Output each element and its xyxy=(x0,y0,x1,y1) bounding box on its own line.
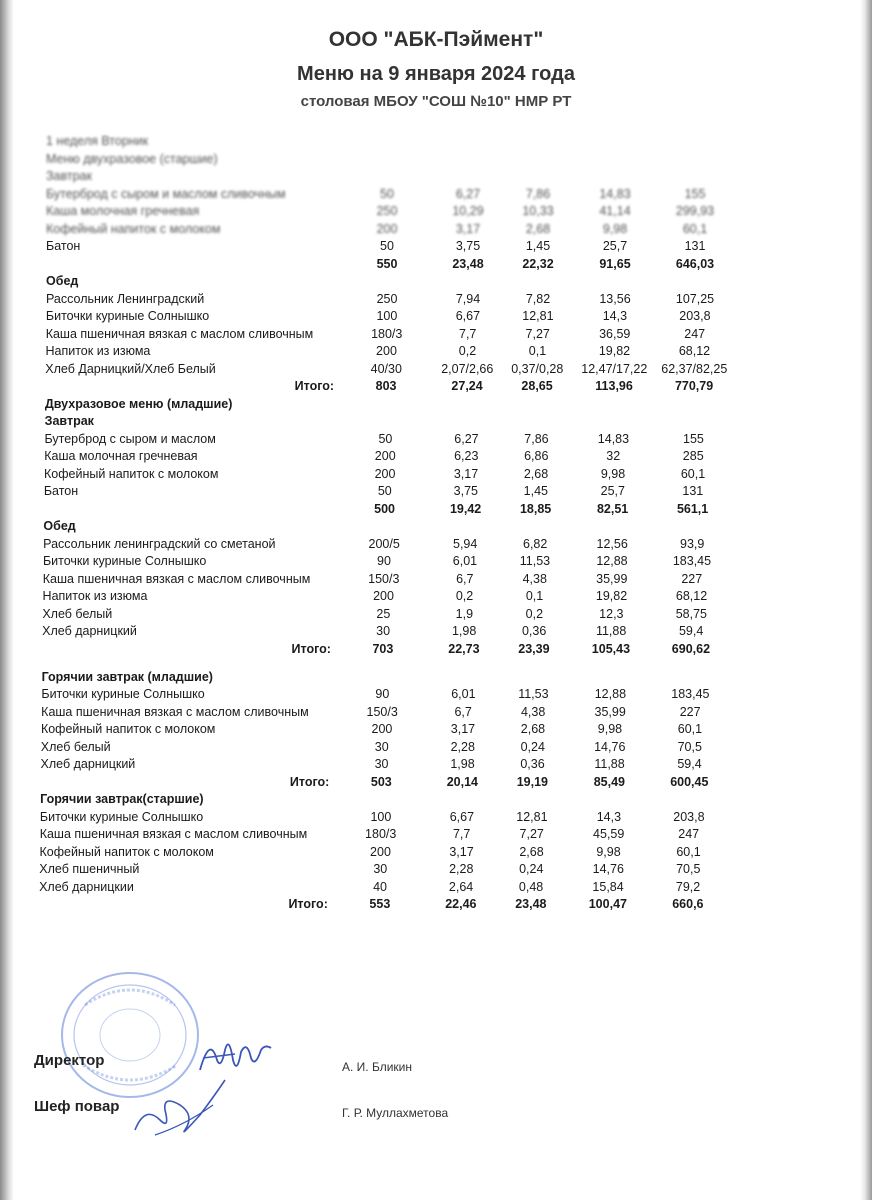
cell-weight: 500 xyxy=(374,501,396,516)
breakfast-label: Завтрак xyxy=(44,414,94,428)
total-label: Итого: xyxy=(294,379,335,393)
cell-f: 2,68 xyxy=(523,466,549,481)
cell-weight: 250 xyxy=(376,291,398,306)
cell-f: 11,53 xyxy=(518,687,549,701)
dish-name: Кофейный напиток с молоком xyxy=(46,221,221,236)
table-row xyxy=(0,447,872,465)
table-row xyxy=(0,720,872,738)
cell-weight: 200 xyxy=(371,722,393,736)
total-label: Итого: xyxy=(288,897,328,911)
table-row xyxy=(0,738,872,756)
cell-kcal: 59,4 xyxy=(678,624,704,638)
cell-weight: 90 xyxy=(375,687,390,701)
dish-name: Хлеб белый xyxy=(42,606,113,621)
dish-name: Каша молочная гречневая xyxy=(44,449,198,463)
cell-kcal: 60,1 xyxy=(682,221,708,236)
dish-name: Бутерброд с сыром и маслом сливочным xyxy=(46,186,286,201)
cell-p: 6,01 xyxy=(452,554,478,568)
cell-kcal: 227 xyxy=(681,571,703,586)
cell-p: 10,29 xyxy=(452,204,484,218)
cell-p: 1,9 xyxy=(455,606,474,621)
cell-kcal: 59,4 xyxy=(677,757,702,771)
cell-p: 6,67 xyxy=(449,809,475,824)
cell-weight: 180/3 xyxy=(371,326,403,341)
cell-weight: 100 xyxy=(370,809,392,824)
menu-line: Меню двухразовое (старшие) xyxy=(46,151,218,166)
chef-name: Г. Р. Муллахметова xyxy=(342,1106,449,1120)
cell-kcal: 227 xyxy=(679,704,701,719)
cell-kcal: 68,12 xyxy=(675,589,708,603)
cell-c: 32 xyxy=(606,449,621,463)
cell-c: 36,59 xyxy=(599,326,631,341)
cell-f: 6,86 xyxy=(524,449,549,463)
cell-weight: 200 xyxy=(374,466,396,481)
cell-c: 14,3 xyxy=(602,309,628,323)
cell-kcal: 58,75 xyxy=(675,606,707,621)
dish-name: Каша пшеничная вязкая с маслом сливочным xyxy=(45,326,314,341)
cell-p: 6,7 xyxy=(456,571,474,586)
dish-name: Кофейный напиток с молоком xyxy=(39,844,214,859)
dish-name: Напиток из изюма xyxy=(45,344,151,358)
table-row xyxy=(0,570,872,588)
director-name: А. И. Бликин xyxy=(342,1060,412,1074)
cell-p: 3,17 xyxy=(455,221,481,236)
dish-name: Каша пшеничная вязкая с маслом сливочным xyxy=(42,571,311,586)
cell-f: 2,68 xyxy=(519,844,544,859)
cell-weight: 550 xyxy=(376,256,398,271)
cell-c: 41,14 xyxy=(599,204,631,218)
cell-f: 0,48 xyxy=(518,879,544,894)
cell-weight: 200/5 xyxy=(368,536,400,551)
cell-c: 12,47/17,22 xyxy=(581,361,648,376)
dish-name: Каша пшеничная вязкая с маслом сливочным xyxy=(39,827,308,841)
cell-kcal: 107,25 xyxy=(675,291,715,306)
dish-name: Бутерброд с сыром и маслом xyxy=(44,431,216,446)
cell-kcal: 131 xyxy=(684,239,706,253)
cell-p: 5,94 xyxy=(453,536,478,551)
cell-c: 19,82 xyxy=(595,589,628,603)
cell-p: 0,2 xyxy=(458,344,477,358)
cell-f: 18,85 xyxy=(519,501,552,516)
cell-c: 14,76 xyxy=(592,862,624,876)
dish-name: Рассольник ленинградский со сметаной xyxy=(43,536,276,551)
cell-p: 3,17 xyxy=(449,844,474,859)
cell-p: 0,2 xyxy=(455,589,474,603)
dish-name: Хлеб дарницкий xyxy=(42,624,137,638)
company-name: ООО "АБК-Пэймент" xyxy=(328,28,544,51)
cell-f: 7,82 xyxy=(525,291,551,306)
cell-kcal: 203,8 xyxy=(679,309,711,323)
cell-p: 19,42 xyxy=(449,501,482,516)
cell-c: 91,65 xyxy=(599,256,631,271)
table-row xyxy=(0,185,872,203)
cell-f: 11,53 xyxy=(519,554,551,568)
lunch-label: Обед xyxy=(46,274,79,288)
cell-f: 2,68 xyxy=(520,722,546,736)
cell-p: 6,67 xyxy=(455,309,481,323)
cell-f: 23,39 xyxy=(518,641,550,656)
cell-f: 0,2 xyxy=(525,606,544,621)
table-row xyxy=(0,703,872,721)
cell-kcal: 68,12 xyxy=(678,344,711,358)
cell-c: 25,7 xyxy=(602,239,628,253)
total-row xyxy=(0,640,872,658)
cell-kcal: 155 xyxy=(684,186,706,201)
table-row xyxy=(0,587,872,605)
cell-p: 3,17 xyxy=(450,722,476,736)
cell-kcal: 79,2 xyxy=(675,879,701,894)
cell-c: 14,83 xyxy=(599,186,631,201)
table-row xyxy=(0,430,872,448)
cell-f: 7,27 xyxy=(519,827,544,841)
cell-c: 9,98 xyxy=(596,844,621,859)
dish-name: Батон xyxy=(43,484,79,498)
table-row xyxy=(0,482,872,500)
cell-c: 113,96 xyxy=(595,379,633,393)
cell-c: 12,88 xyxy=(594,687,627,701)
dish-name: Биточки куриные Солнышко xyxy=(45,309,210,323)
cell-weight: 150/3 xyxy=(366,704,398,719)
cell-kcal: 646,03 xyxy=(675,256,715,271)
cell-f: 0,24 xyxy=(520,739,545,754)
dish-name: Хлеб белый xyxy=(40,739,111,754)
cell-p: 6,27 xyxy=(455,186,481,201)
cell-kcal: 690,62 xyxy=(671,641,711,656)
cell-kcal: 600,45 xyxy=(670,774,709,789)
cell-f: 0,37/0,28 xyxy=(511,361,564,376)
cell-kcal: 60,1 xyxy=(680,466,706,481)
table-row xyxy=(0,237,872,255)
cell-weight: 40 xyxy=(373,879,388,894)
cell-p: 7,94 xyxy=(455,291,481,306)
cell-c: 25,7 xyxy=(600,484,625,498)
breakfast-label: Завтрак xyxy=(46,169,92,183)
week-line: 1 неделя Вторник xyxy=(46,134,149,148)
cell-weight: 40/30 xyxy=(370,361,402,376)
cell-f: 0,36 xyxy=(520,757,545,771)
cell-kcal: 770,79 xyxy=(674,379,714,393)
cell-kcal: 60,1 xyxy=(676,844,701,859)
menu-line: Горячии завтрак(старшие) xyxy=(40,792,204,806)
cell-weight: 703 xyxy=(372,641,394,656)
cell-p: 2,28 xyxy=(450,739,475,754)
chef-signature xyxy=(125,1075,235,1145)
cell-weight: 30 xyxy=(374,739,389,754)
cell-c: 85,49 xyxy=(593,774,625,789)
cell-p: 3,75 xyxy=(453,484,478,498)
table-row xyxy=(0,202,872,220)
cell-f: 4,38 xyxy=(520,704,546,719)
cell-f: 7,86 xyxy=(525,186,551,201)
dish-name: Рассольник Ленинградский xyxy=(46,291,205,306)
cell-weight: 50 xyxy=(380,239,394,253)
cell-p: 7,7 xyxy=(459,326,477,341)
cell-f: 19,19 xyxy=(516,774,548,789)
cell-f: 6,82 xyxy=(523,536,548,551)
cell-kcal: 62,37/82,25 xyxy=(661,361,728,376)
total-row xyxy=(0,773,872,791)
cell-weight: 250 xyxy=(376,204,398,218)
cell-p: 27,24 xyxy=(451,379,483,393)
table-row xyxy=(0,552,872,570)
cell-c: 100,47 xyxy=(588,897,627,911)
cell-f: 7,86 xyxy=(524,431,549,446)
table-row xyxy=(0,535,872,553)
total-row xyxy=(0,377,872,395)
cell-c: 9,98 xyxy=(600,466,626,481)
cell-c: 14,83 xyxy=(597,431,630,446)
cell-c: 12,3 xyxy=(599,606,624,621)
table-row xyxy=(0,622,872,640)
cell-kcal: 299,93 xyxy=(675,204,715,218)
lunch-label: Обед xyxy=(43,519,76,533)
cell-f: 1,45 xyxy=(525,239,551,253)
cell-kcal: 70,5 xyxy=(676,862,701,876)
director-label: Директор xyxy=(34,1052,105,1069)
dish-name: Биточки куриные Солнышко xyxy=(42,554,207,568)
table-row xyxy=(0,220,872,238)
cell-c: 14,3 xyxy=(596,809,622,824)
cell-kcal: 203,8 xyxy=(673,809,705,824)
breakfast-total-row xyxy=(0,500,872,518)
cell-weight: 50 xyxy=(380,186,394,201)
cell-c: 14,76 xyxy=(594,739,626,754)
table-row xyxy=(0,465,872,483)
cell-weight: 90 xyxy=(377,554,391,568)
cell-c: 35,99 xyxy=(596,571,628,586)
cell-f: 7,27 xyxy=(525,326,550,341)
dish-name: Кофейный напиток с молоком xyxy=(40,722,216,736)
cell-f: 0,1 xyxy=(528,344,547,358)
table-row xyxy=(0,325,872,343)
cell-kcal: 285 xyxy=(682,449,704,463)
dish-name: Каша пшеничная вязкая с маслом сливочным xyxy=(41,704,309,719)
cell-weight: 25 xyxy=(376,606,391,621)
cell-c: 105,43 xyxy=(591,641,631,656)
cell-p: 1,98 xyxy=(450,757,475,771)
table-row xyxy=(0,860,872,878)
cell-f: 12,81 xyxy=(516,809,548,824)
table-row xyxy=(0,307,872,325)
cell-c: 12,88 xyxy=(596,554,628,568)
cell-weight: 50 xyxy=(378,431,393,446)
cell-weight: 553 xyxy=(369,897,391,911)
cell-f: 4,38 xyxy=(522,571,547,586)
cell-kcal: 247 xyxy=(684,326,706,341)
table-row xyxy=(0,825,872,843)
cell-c: 9,98 xyxy=(597,722,623,736)
cell-weight: 100 xyxy=(376,309,398,323)
cell-weight: 200 xyxy=(370,844,391,859)
dish-name: Хлеб пшеничный xyxy=(39,862,140,876)
cell-f: 10,33 xyxy=(522,204,554,218)
breakfast-total-row xyxy=(0,255,872,273)
cell-weight: 200 xyxy=(374,449,396,463)
cell-p: 6,7 xyxy=(454,704,472,719)
dish-name: Биточки куриные Солнышко xyxy=(41,687,205,701)
cell-f: 28,65 xyxy=(521,379,553,393)
cell-c: 11,88 xyxy=(595,624,627,638)
cell-kcal: 660,6 xyxy=(672,897,704,911)
cell-f: 22,32 xyxy=(522,256,554,271)
menu-line: Горячии завтрак (младшие) xyxy=(41,669,213,684)
table-row xyxy=(0,843,872,861)
cell-weight: 200 xyxy=(376,221,398,236)
page-subtitle: столовая МБОУ "СОШ №10" НМР РТ xyxy=(300,93,572,110)
cell-p: 2,64 xyxy=(448,879,474,894)
cell-c: 19,82 xyxy=(598,344,631,358)
table-row xyxy=(0,685,872,703)
cell-p: 23,48 xyxy=(452,256,484,271)
director-signature xyxy=(195,1030,275,1080)
dish-name: Хлеб дарницкий xyxy=(40,757,136,771)
table-row xyxy=(0,342,872,360)
cell-f: 2,68 xyxy=(525,221,551,236)
dish-name: Биточки куриные Солнышко xyxy=(39,809,204,824)
cell-f: 0,36 xyxy=(521,624,547,638)
chef-label: Шеф повар xyxy=(34,1098,120,1115)
dish-name: Каша молочная гречневая xyxy=(46,204,200,218)
cell-p: 6,01 xyxy=(451,687,476,701)
total-label: Итого: xyxy=(291,641,331,656)
cell-p: 22,73 xyxy=(448,641,480,656)
dish-name: Хлеб дарницкии xyxy=(39,879,134,894)
table-row xyxy=(0,605,872,623)
dish-name: Кофейный напиток с молоком xyxy=(44,466,219,481)
table-row xyxy=(0,878,872,896)
cell-f: 23,48 xyxy=(515,897,547,911)
cell-c: 13,56 xyxy=(599,291,631,306)
cell-kcal: 60,1 xyxy=(677,722,703,736)
cell-weight: 200 xyxy=(376,344,397,358)
cell-weight: 803 xyxy=(375,379,397,393)
cell-f: 1,45 xyxy=(523,484,548,498)
total-label: Итого: xyxy=(289,774,330,789)
cell-p: 22,46 xyxy=(445,897,477,911)
cell-kcal: 183,45 xyxy=(671,687,710,701)
total-row xyxy=(0,895,872,913)
table-row xyxy=(0,808,872,826)
cell-kcal: 131 xyxy=(682,484,704,498)
cell-p: 7,7 xyxy=(452,827,471,841)
cell-kcal: 183,45 xyxy=(672,554,712,568)
cell-weight: 150/3 xyxy=(368,571,400,586)
cell-c: 9,98 xyxy=(602,221,628,236)
cell-c: 45,59 xyxy=(593,827,625,841)
cell-p: 1,98 xyxy=(451,624,477,638)
cell-weight: 30 xyxy=(376,624,391,638)
cell-c: 12,56 xyxy=(596,536,628,551)
cell-weight: 200 xyxy=(373,589,394,603)
cell-p: 6,23 xyxy=(454,449,479,463)
cell-kcal: 93,9 xyxy=(680,536,705,551)
cell-c: 11,88 xyxy=(594,757,625,771)
cell-p: 2,07/2,66 xyxy=(441,361,494,376)
cell-kcal: 155 xyxy=(683,431,704,446)
cell-p: 6,27 xyxy=(454,431,479,446)
dish-name: Хлеб Дарницкий/Хлеб Белый xyxy=(45,361,216,376)
cell-f: 0,1 xyxy=(525,589,544,603)
page-title: Меню на 9 января 2024 года xyxy=(297,63,575,85)
cell-p: 3,17 xyxy=(453,466,479,481)
cell-p: 20,14 xyxy=(446,774,478,789)
cell-weight: 180/3 xyxy=(365,827,397,841)
cell-p: 3,75 xyxy=(455,239,481,253)
cell-weight: 503 xyxy=(370,774,392,789)
table-row xyxy=(0,755,872,773)
menu-line: Двухразовое меню (младшие) xyxy=(44,396,233,411)
cell-weight: 50 xyxy=(377,484,392,498)
cell-p: 2,28 xyxy=(449,862,474,876)
dish-name: Напиток из изюма xyxy=(42,589,148,603)
cell-weight: 30 xyxy=(374,757,389,771)
cell-f: 0,24 xyxy=(519,862,544,876)
cell-kcal: 70,5 xyxy=(677,739,702,754)
dish-name: Батон xyxy=(46,239,81,253)
cell-c: 35,99 xyxy=(594,704,626,719)
table-row xyxy=(0,290,872,308)
cell-kcal: 247 xyxy=(678,827,700,841)
cell-weight: 30 xyxy=(373,862,388,876)
table-row xyxy=(0,360,872,378)
cell-c: 82,51 xyxy=(596,501,629,516)
cell-f: 12,81 xyxy=(522,309,554,323)
cell-c: 15,84 xyxy=(592,879,624,894)
cell-kcal: 561,1 xyxy=(676,501,709,516)
